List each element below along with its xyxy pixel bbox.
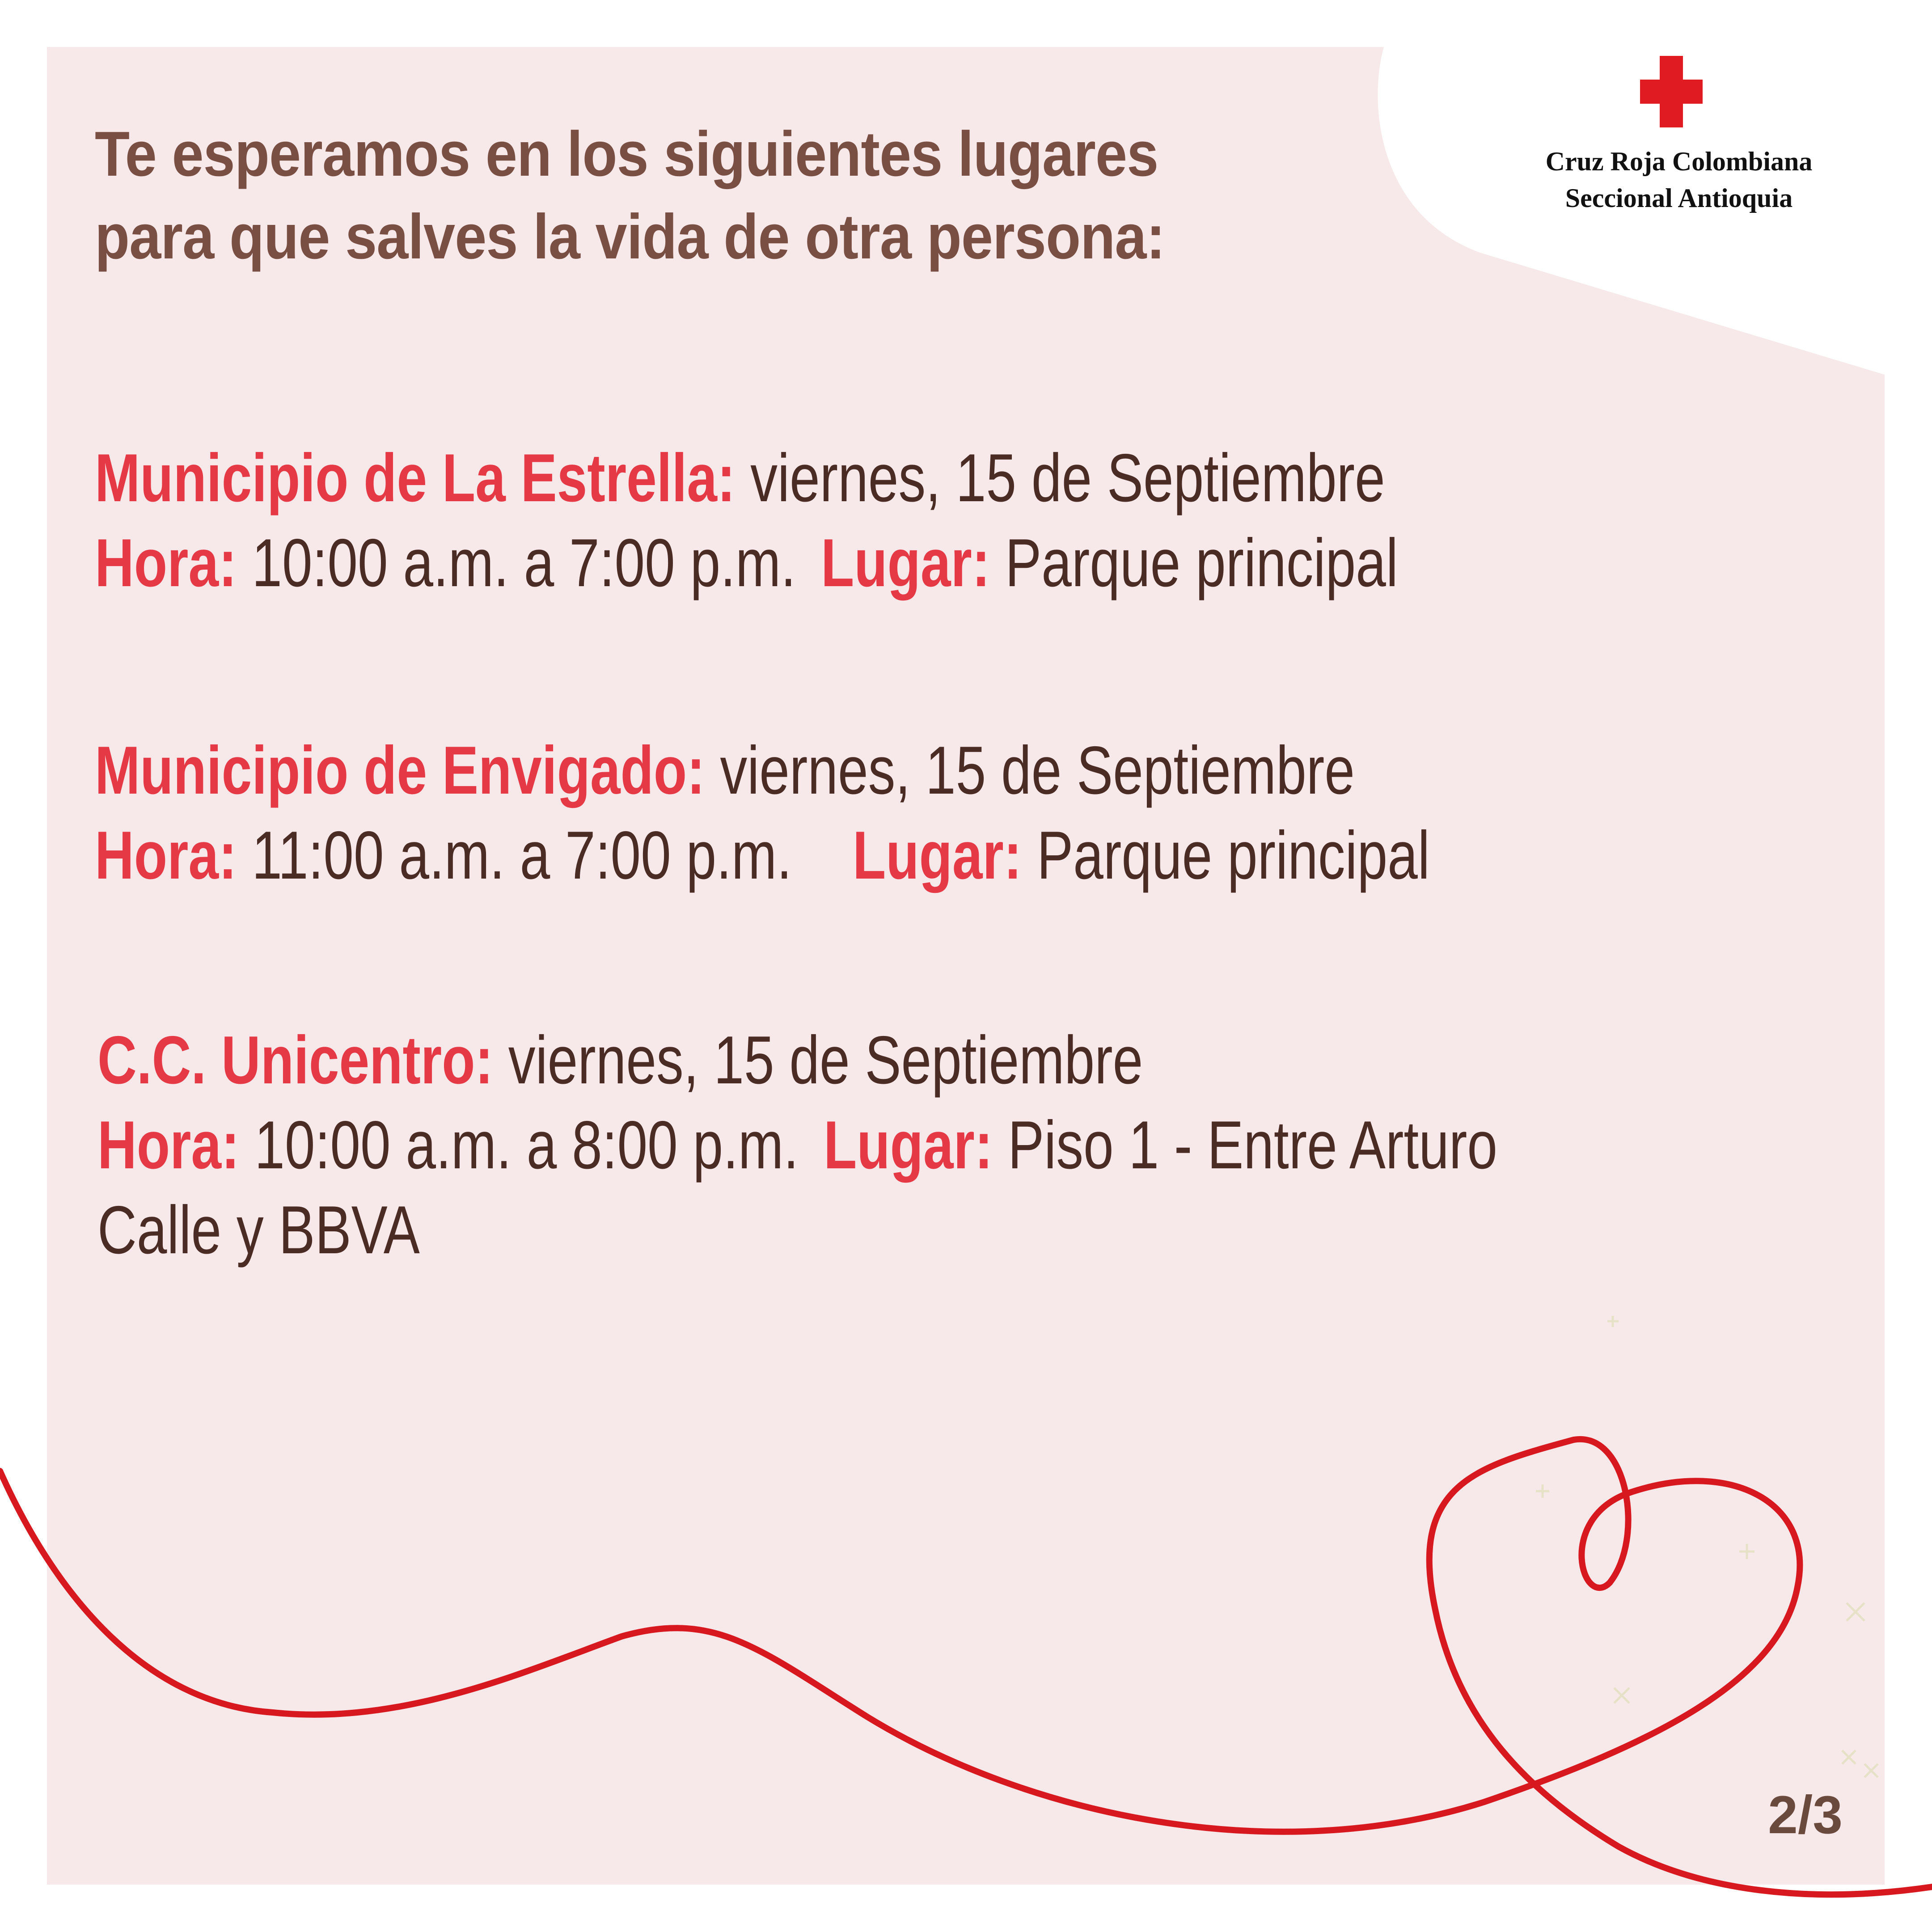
hora-label: Hora: xyxy=(97,1107,240,1183)
event-date: viernes, 15 de Septiembre xyxy=(750,440,1385,516)
event-unicentro xyxy=(97,1018,1497,1272)
event-details-line xyxy=(95,813,1430,898)
event-date: viernes, 15 de Septiembre xyxy=(508,1022,1143,1098)
lugar-label: Lugar: xyxy=(824,1107,993,1183)
hora-label: Hora: xyxy=(95,817,237,893)
event-header-line xyxy=(97,1018,1497,1103)
event-header-line xyxy=(95,435,1398,520)
event-place: C.C. Unicentro: xyxy=(97,1022,493,1098)
headline xyxy=(95,113,1165,278)
hora-label: Hora: xyxy=(95,525,237,601)
lugar-value: Parque principal xyxy=(1005,525,1398,601)
event-details-line xyxy=(97,1103,1497,1188)
hora-value: 11:00 a.m. a 7:00 p.m. xyxy=(252,817,792,893)
lugar-value: Piso 1 - Entre Arturo xyxy=(1008,1107,1497,1183)
hora-value: 10:00 a.m. a 8:00 p.m. xyxy=(254,1107,799,1183)
lugar-label: Lugar: xyxy=(853,817,1022,893)
event-place: Municipio de Envigado: xyxy=(95,732,705,808)
page-indicator: 2/3 xyxy=(1768,1785,1843,1845)
event-la-estrella xyxy=(95,435,1398,605)
event-envigado xyxy=(95,728,1430,898)
event-place: Municipio de La Estrella: xyxy=(95,440,736,516)
headline-line-2: para que salves la vida de otra persona: xyxy=(95,201,1165,272)
hora-value: 10:00 a.m. a 7:00 p.m. xyxy=(252,525,796,601)
cruz-roja-logo xyxy=(1493,54,1864,216)
headline-line-1: Te esperamos en los siguientes lugares xyxy=(95,118,1158,190)
logo-icon-space xyxy=(1493,54,1864,143)
event-details-line xyxy=(95,520,1398,605)
content-panel xyxy=(47,47,1885,1885)
event-details-continuation: Calle y BBVA xyxy=(97,1192,420,1268)
lugar-value: Parque principal xyxy=(1037,817,1430,893)
event-date: viernes, 15 de Septiembre xyxy=(720,732,1355,808)
event-header-line xyxy=(95,728,1430,813)
logo-line-2: Seccional Antioquia xyxy=(1565,183,1793,213)
logo-line-1: Cruz Roja Colombiana xyxy=(1545,147,1813,176)
lugar-label: Lugar: xyxy=(821,525,990,601)
